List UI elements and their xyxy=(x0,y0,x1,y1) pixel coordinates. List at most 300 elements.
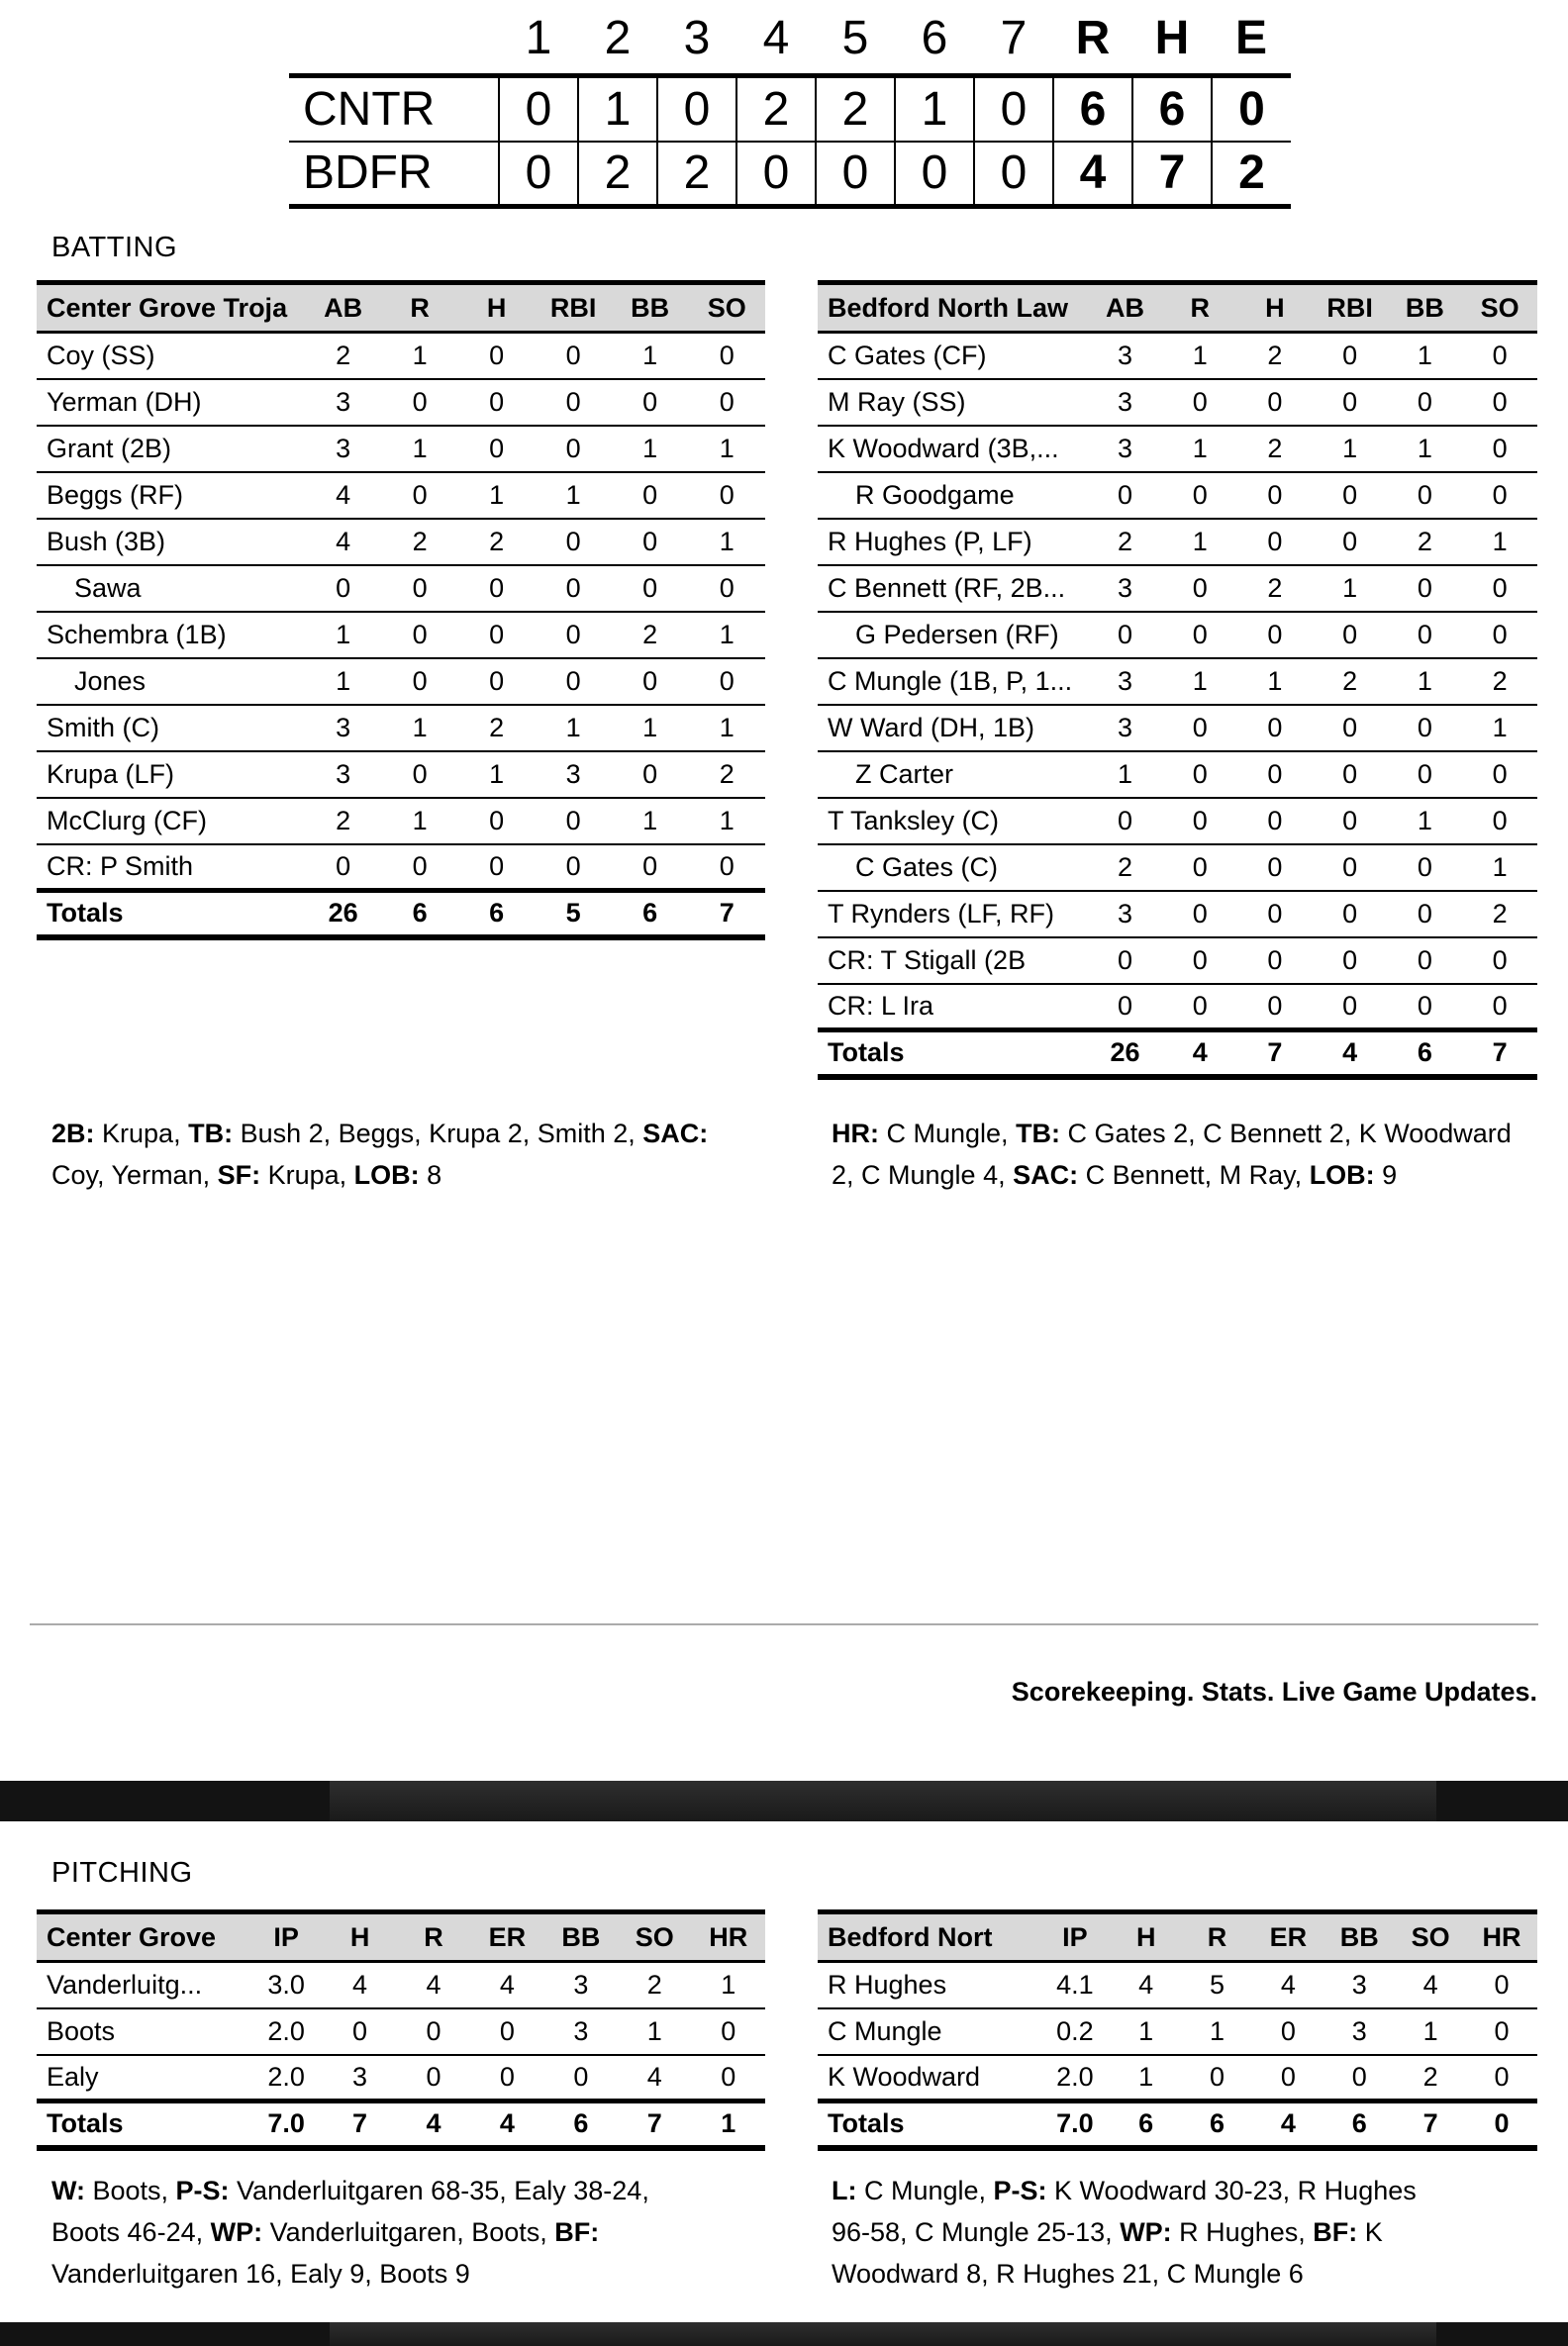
stat-cell: 0 xyxy=(1313,612,1388,658)
stat-cell: 0 xyxy=(1462,333,1537,379)
stat-header: RBI xyxy=(1313,283,1388,333)
stat-cell: 0 xyxy=(612,751,689,798)
stat-header: H xyxy=(458,283,536,333)
inning-score: 0 xyxy=(499,76,578,142)
stat-cell: 0 xyxy=(1313,519,1388,565)
stat-cell: 0 xyxy=(1252,2055,1323,2102)
stat-cell: 4 xyxy=(618,2055,691,2102)
stat-cell: 1 xyxy=(688,612,765,658)
stat-cell: 2 xyxy=(618,1962,691,2008)
stat-cell: 0 xyxy=(397,2008,470,2055)
player-name-cell: Boots xyxy=(37,2008,249,2055)
table-row xyxy=(37,658,765,705)
stat-cell: 0 xyxy=(1462,798,1537,844)
stat-cell: 0 xyxy=(612,658,689,705)
table-row xyxy=(818,798,1537,844)
stat-cell: 7 xyxy=(688,891,765,937)
stat-cell: 2 xyxy=(612,612,689,658)
summary-line: W: Boots, P-S: Vanderluitgaren 68-35, Ealy 38-24, xyxy=(51,2176,649,2205)
stat-cell: 6 xyxy=(612,891,689,937)
table-row xyxy=(37,333,765,379)
stat-header: ER xyxy=(1252,1912,1323,1962)
inning-score: 0 xyxy=(736,142,816,207)
stat-cell: 0 xyxy=(458,612,536,658)
stat-header: HR xyxy=(1466,1912,1537,1962)
stat-cell: 3 xyxy=(544,2008,618,2055)
player-name-cell: Totals xyxy=(37,2102,249,2148)
table-row xyxy=(818,333,1537,379)
stat-cell: 5 xyxy=(535,891,612,937)
player-name-cell: Yerman (DH) xyxy=(37,379,305,426)
stat-cell: 0 xyxy=(458,426,536,472)
stat-cell: 0 xyxy=(1466,2102,1537,2148)
stat-cell: 0 xyxy=(1466,2055,1537,2102)
stat-cell: 1 xyxy=(1313,565,1388,612)
stat-cell: 1 xyxy=(535,472,612,519)
stat-cell: 4 xyxy=(305,472,382,519)
stat-cell: 3 xyxy=(305,705,382,751)
stat-cell: 0 xyxy=(1388,705,1463,751)
stat-cell: 3 xyxy=(305,379,382,426)
summary-line: HR: C Mungle, TB: C Gates 2, C Bennett 2, K Woodward xyxy=(832,1119,1512,1148)
player-name-cell: CR: T Stigall (2B xyxy=(818,937,1088,984)
rhe-score: 6 xyxy=(1132,76,1212,142)
table-row xyxy=(37,751,765,798)
inning-score: 2 xyxy=(657,142,736,207)
player-name-cell: K Woodward (3B,... xyxy=(818,426,1088,472)
stat-cell: 1 xyxy=(1462,844,1537,891)
stat-cell: 0 xyxy=(612,519,689,565)
stat-cell: 2 xyxy=(305,333,382,379)
table-row xyxy=(818,937,1537,984)
batting-summary-center-grove xyxy=(51,1113,764,1196)
stat-cell: 0 xyxy=(1313,798,1388,844)
stat-cell: 1 xyxy=(381,705,458,751)
stat-cell: 2 xyxy=(688,751,765,798)
stat-cell: 0 xyxy=(458,844,536,891)
stat-cell: 0 xyxy=(535,379,612,426)
stat-cell: 1 xyxy=(1162,658,1237,705)
stat-cell: 0 xyxy=(1388,751,1463,798)
summary-line: 2, C Mungle 4, SAC: C Bennett, M Ray, LOB: 9 xyxy=(832,1160,1398,1190)
stat-cell: 0 xyxy=(381,379,458,426)
stat-cell: 0 xyxy=(1088,937,1163,984)
team-abbreviation: CNTR xyxy=(289,76,499,142)
page-footer-bar-mid xyxy=(330,2322,1436,2346)
stat-cell: 1 xyxy=(1162,426,1237,472)
rhe-score: 7 xyxy=(1132,142,1212,207)
stat-cell: 1 xyxy=(381,333,458,379)
stat-cell: 0 xyxy=(1462,426,1537,472)
stat-cell: 6 xyxy=(1182,2102,1253,2148)
stat-header: IP xyxy=(249,1912,323,1962)
stat-cell: 1 xyxy=(1313,426,1388,472)
stat-cell: 6 xyxy=(381,891,458,937)
stat-header: HR xyxy=(692,1912,765,1962)
team-abbreviation: BDFR xyxy=(289,142,499,207)
stat-header: SO xyxy=(618,1912,691,1962)
player-name-cell: T Rynders (LF, RF) xyxy=(818,891,1088,937)
stat-cell: 0 xyxy=(535,565,612,612)
stat-header: H xyxy=(1111,1912,1182,1962)
player-name-cell: R Hughes (P, LF) xyxy=(818,519,1088,565)
stat-cell: 1 xyxy=(1388,426,1463,472)
player-name-cell: Bush (3B) xyxy=(37,519,305,565)
inning-header: 4 xyxy=(762,12,790,64)
stat-cell: 4 xyxy=(1252,1962,1323,2008)
stat-cell: 1 xyxy=(458,472,536,519)
table-row xyxy=(37,565,765,612)
stat-cell: 0 xyxy=(1237,891,1313,937)
table-row xyxy=(37,844,765,891)
stat-header-row xyxy=(818,283,1537,333)
app-tagline: Scorekeeping. Stats. Live Game Updates. xyxy=(1011,1677,1537,1707)
stat-cell: 1 xyxy=(692,2102,765,2148)
stat-cell: 26 xyxy=(1088,1030,1163,1077)
player-name-cell: Totals xyxy=(818,2102,1039,2148)
page-break-bar-left xyxy=(0,1781,330,1821)
linescore-header-row xyxy=(289,10,1291,76)
stat-cell: 0 xyxy=(1313,379,1388,426)
table-row xyxy=(818,705,1537,751)
stat-cell: 5 xyxy=(1182,1962,1253,2008)
player-name-cell: Vanderluitg... xyxy=(37,1962,249,2008)
stat-cell: 0 xyxy=(612,844,689,891)
inning-score: 0 xyxy=(816,142,895,207)
stat-cell: 0 xyxy=(1466,1962,1537,2008)
linescore xyxy=(289,10,1291,209)
stat-cell: 7 xyxy=(323,2102,396,2148)
team-header: Center Grove xyxy=(37,1912,249,1962)
stat-cell: 7 xyxy=(1395,2102,1466,2148)
stat-cell: 4 xyxy=(470,1962,543,2008)
stat-cell: 2 xyxy=(1237,565,1313,612)
stat-cell: 2 xyxy=(1237,333,1313,379)
inning-score: 2 xyxy=(578,142,657,207)
stat-cell: 1 xyxy=(688,705,765,751)
player-name-cell: Ealy xyxy=(37,2055,249,2102)
stat-cell: 3 xyxy=(1088,891,1163,937)
stat-header: BB xyxy=(612,283,689,333)
stat-header: RBI xyxy=(535,283,612,333)
stat-cell: 1 xyxy=(612,426,689,472)
player-name-cell: M Ray (SS) xyxy=(818,379,1088,426)
stat-cell: 0 xyxy=(1162,472,1237,519)
player-name-cell: T Tanksley (C) xyxy=(818,798,1088,844)
inning-score: 2 xyxy=(816,76,895,142)
player-name-cell: Beggs (RF) xyxy=(37,472,305,519)
stat-cell: 0 xyxy=(688,333,765,379)
stat-cell: 0 xyxy=(1162,379,1237,426)
stat-header: R xyxy=(1162,283,1237,333)
stat-cell: 3 xyxy=(535,751,612,798)
player-name-cell: Coy (SS) xyxy=(37,333,305,379)
stat-cell: 1 xyxy=(688,426,765,472)
stat-cell: 1 xyxy=(381,798,458,844)
stat-cell: 1 xyxy=(1395,2008,1466,2055)
stat-cell: 0 xyxy=(688,472,765,519)
stat-cell: 2 xyxy=(458,519,536,565)
stat-cell: 0 xyxy=(535,658,612,705)
stat-cell: 3 xyxy=(305,426,382,472)
stat-header: BB xyxy=(1388,283,1463,333)
stat-cell: 0 xyxy=(1237,798,1313,844)
totals-row xyxy=(37,2102,765,2148)
stat-cell: 0 xyxy=(1088,472,1163,519)
table-row xyxy=(37,379,765,426)
team-header: Bedford Nort xyxy=(818,1912,1039,1962)
summary-line: 2B: Krupa, TB: Bush 2, Beggs, Krupa 2, Smith 2, SAC: xyxy=(51,1119,709,1148)
stat-cell: 2 xyxy=(305,798,382,844)
stat-cell: 0 xyxy=(1162,844,1237,891)
stat-cell: 0 xyxy=(1162,705,1237,751)
stat-cell: 0 xyxy=(1162,984,1237,1030)
stat-header: AB xyxy=(1088,283,1163,333)
inning-header: 7 xyxy=(1000,12,1028,64)
stat-cell: 1 xyxy=(1182,2008,1253,2055)
stat-cell: 0 xyxy=(1237,612,1313,658)
stat-cell: 0 xyxy=(1466,2008,1537,2055)
table-row xyxy=(818,519,1537,565)
stat-cell: 2 xyxy=(1395,2055,1466,2102)
stat-cell: 4 xyxy=(1313,1030,1388,1077)
inning-score: 0 xyxy=(974,142,1053,207)
stat-cell: 1 xyxy=(381,426,458,472)
player-name-cell: Z Carter xyxy=(818,751,1088,798)
stat-cell: 0 xyxy=(1462,565,1537,612)
stat-cell: 0 xyxy=(305,565,382,612)
inning-score: 2 xyxy=(736,76,816,142)
stat-cell: 0 xyxy=(1162,891,1237,937)
rhe-header: H xyxy=(1154,12,1190,64)
stat-cell: 0 xyxy=(535,844,612,891)
stat-cell: 0 xyxy=(1237,844,1313,891)
player-name-cell: McClurg (CF) xyxy=(37,798,305,844)
stat-cell: 1 xyxy=(612,798,689,844)
page-break-bar-right xyxy=(1436,1781,1568,1821)
stat-cell: 1 xyxy=(1088,751,1163,798)
stat-cell: 0 xyxy=(323,2008,396,2055)
stat-cell: 3 xyxy=(544,1962,618,2008)
linescore-header-spacer xyxy=(289,10,499,76)
player-name-cell: R Hughes xyxy=(818,1962,1039,2008)
stat-cell: 0 xyxy=(1462,612,1537,658)
stat-cell: 3.0 xyxy=(249,1962,323,2008)
stat-cell: 0 xyxy=(544,2055,618,2102)
pitching-table-bedford-north xyxy=(818,1909,1537,2151)
stat-cell: 4 xyxy=(1395,1962,1466,2008)
stat-cell: 0 xyxy=(688,844,765,891)
pitching-summary-center-grove xyxy=(51,2170,744,2295)
stat-cell: 2 xyxy=(381,519,458,565)
stat-cell: 0 xyxy=(1313,751,1388,798)
page-footer-bar-left xyxy=(0,2322,330,2346)
stat-cell: 0 xyxy=(1313,891,1388,937)
stat-cell: 0 xyxy=(1162,798,1237,844)
stat-cell: 6 xyxy=(1388,1030,1463,1077)
player-name-cell: Totals xyxy=(818,1030,1088,1077)
stat-cell: 1 xyxy=(1237,658,1313,705)
stat-cell: 1 xyxy=(1462,705,1537,751)
stat-cell: 3 xyxy=(305,751,382,798)
inning-score: 1 xyxy=(895,76,974,142)
stat-cell: 0 xyxy=(1088,612,1163,658)
stat-cell: 7 xyxy=(618,2102,691,2148)
stat-cell: 0 xyxy=(1313,472,1388,519)
inning-score: 0 xyxy=(974,76,1053,142)
stat-cell: 0 xyxy=(688,658,765,705)
stat-cell: 0 xyxy=(535,426,612,472)
table-row xyxy=(37,612,765,658)
stat-cell: 0 xyxy=(397,2055,470,2102)
player-name-cell: Krupa (LF) xyxy=(37,751,305,798)
stat-header: R xyxy=(381,283,458,333)
page-footer-bar xyxy=(0,2322,1568,2346)
summary-line: Woodward 8, R Hughes 21, C Mungle 6 xyxy=(832,2259,1304,2289)
pitching-table-center-grove xyxy=(37,1909,765,2151)
summary-line: 96-58, C Mungle 25-13, WP: R Hughes, BF: K xyxy=(832,2217,1383,2247)
stat-cell: 6 xyxy=(458,891,536,937)
stat-cell: 3 xyxy=(323,2055,396,2102)
batting-table-center-grove xyxy=(37,280,765,940)
table-row xyxy=(818,612,1537,658)
stat-cell: 0 xyxy=(381,612,458,658)
stat-cell: 0 xyxy=(1388,844,1463,891)
table-row xyxy=(818,565,1537,612)
stat-cell: 1 xyxy=(1162,333,1237,379)
stat-cell: 0 xyxy=(458,565,536,612)
stat-cell: 6 xyxy=(1111,2102,1182,2148)
player-name-cell: Smith (C) xyxy=(37,705,305,751)
stat-cell: 0 xyxy=(535,519,612,565)
batting-table-bedford-north xyxy=(818,280,1537,1080)
stat-cell: 0 xyxy=(612,379,689,426)
stat-cell: 0 xyxy=(1162,565,1237,612)
stat-header: R xyxy=(397,1912,470,1962)
stat-cell: 1 xyxy=(618,2008,691,2055)
stat-cell: 3 xyxy=(1088,565,1163,612)
stat-cell: 1 xyxy=(1111,2055,1182,2102)
stat-cell: 0 xyxy=(1462,984,1537,1030)
table-row xyxy=(818,426,1537,472)
player-name-cell: C Bennett (RF, 2B... xyxy=(818,565,1088,612)
stat-cell: 0 xyxy=(458,798,536,844)
stat-cell: 0 xyxy=(612,565,689,612)
stat-cell: 0 xyxy=(381,844,458,891)
stat-cell: 0 xyxy=(458,658,536,705)
table-row xyxy=(818,751,1537,798)
stat-cell: 26 xyxy=(305,891,382,937)
stat-cell: 0 xyxy=(1237,379,1313,426)
stat-cell: 2.0 xyxy=(249,2055,323,2102)
stat-cell: 0 xyxy=(1388,891,1463,937)
stat-cell: 0 xyxy=(470,2055,543,2102)
batting-summary-bedford-north xyxy=(832,1113,1548,1196)
stat-cell: 0 xyxy=(1462,379,1537,426)
stat-cell: 0 xyxy=(535,798,612,844)
table-row xyxy=(37,705,765,751)
rhe-score: 2 xyxy=(1212,142,1291,207)
stat-cell: 3 xyxy=(1088,379,1163,426)
stat-cell: 0 xyxy=(1162,751,1237,798)
stat-cell: 7.0 xyxy=(249,2102,323,2148)
stat-cell: 0 xyxy=(1313,705,1388,751)
totals-row xyxy=(818,2102,1537,2148)
inning-header: 3 xyxy=(683,12,711,64)
stat-header-row xyxy=(818,1912,1537,1962)
stat-cell: 3 xyxy=(1323,2008,1395,2055)
player-name-cell: C Gates (C) xyxy=(818,844,1088,891)
inning-score: 1 xyxy=(578,76,657,142)
stat-cell: 2 xyxy=(1237,426,1313,472)
stat-cell: 1 xyxy=(1388,658,1463,705)
player-name-cell: CR: P Smith xyxy=(37,844,305,891)
stat-cell: 1 xyxy=(1462,519,1537,565)
summary-line: Coy, Yerman, SF: Krupa, LOB: 8 xyxy=(51,1160,442,1190)
stat-cell: 0 xyxy=(1182,2055,1253,2102)
team-header: Bedford North Law xyxy=(818,283,1088,333)
stat-cell: 1 xyxy=(1388,333,1463,379)
stat-cell: 0 xyxy=(1313,984,1388,1030)
stat-cell: 0 xyxy=(1162,612,1237,658)
inning-header: 6 xyxy=(921,12,948,64)
stat-cell: 0 xyxy=(535,333,612,379)
table-row xyxy=(818,1962,1537,2008)
page-footer-bar-right xyxy=(1436,2322,1568,2346)
stat-cell: 0 xyxy=(1462,472,1537,519)
table-row xyxy=(37,2055,765,2102)
stat-header: BB xyxy=(1323,1912,1395,1962)
stat-cell: 4 xyxy=(397,1962,470,2008)
stat-header: R xyxy=(1182,1912,1253,1962)
stat-cell: 3 xyxy=(1088,705,1163,751)
stat-cell: 1 xyxy=(1111,2008,1182,2055)
table-row xyxy=(37,472,765,519)
inning-score: 0 xyxy=(895,142,974,207)
summary-line: Boots 46-24, WP: Vanderluitgaren, Boots, BF: xyxy=(51,2217,600,2247)
summary-line: L: C Mungle, P-S: K Woodward 30-23, R Hughes xyxy=(832,2176,1417,2205)
player-name-cell: C Mungle xyxy=(818,2008,1039,2055)
stat-cell: 0 xyxy=(1388,612,1463,658)
stat-cell: 1 xyxy=(305,658,382,705)
stat-cell: 3 xyxy=(1088,658,1163,705)
stat-cell: 0 xyxy=(381,565,458,612)
stat-cell: 0 xyxy=(692,2055,765,2102)
stat-cell: 0 xyxy=(381,658,458,705)
inning-header: 1 xyxy=(525,12,552,64)
player-name-cell: Totals xyxy=(37,891,305,937)
section-divider-line xyxy=(30,1623,1538,1625)
table-row xyxy=(37,519,765,565)
stat-cell: 6 xyxy=(1323,2102,1395,2148)
inning-header: 5 xyxy=(841,12,869,64)
stat-cell: 0 xyxy=(1313,333,1388,379)
stat-cell: 0 xyxy=(688,379,765,426)
batting-section-label: BATTING xyxy=(51,232,178,263)
rhe-score: 6 xyxy=(1053,76,1132,142)
stat-cell: 0 xyxy=(1252,2008,1323,2055)
table-row xyxy=(818,658,1537,705)
stat-cell: 2 xyxy=(1088,519,1163,565)
player-name-cell: G Pedersen (RF) xyxy=(818,612,1088,658)
stat-cell: 1 xyxy=(688,798,765,844)
rhe-header: R xyxy=(1075,12,1111,64)
stat-cell: 1 xyxy=(1388,798,1463,844)
stat-header: H xyxy=(323,1912,396,1962)
stat-cell: 0 xyxy=(1237,705,1313,751)
stat-cell: 7 xyxy=(1462,1030,1537,1077)
stat-cell: 0 xyxy=(458,333,536,379)
